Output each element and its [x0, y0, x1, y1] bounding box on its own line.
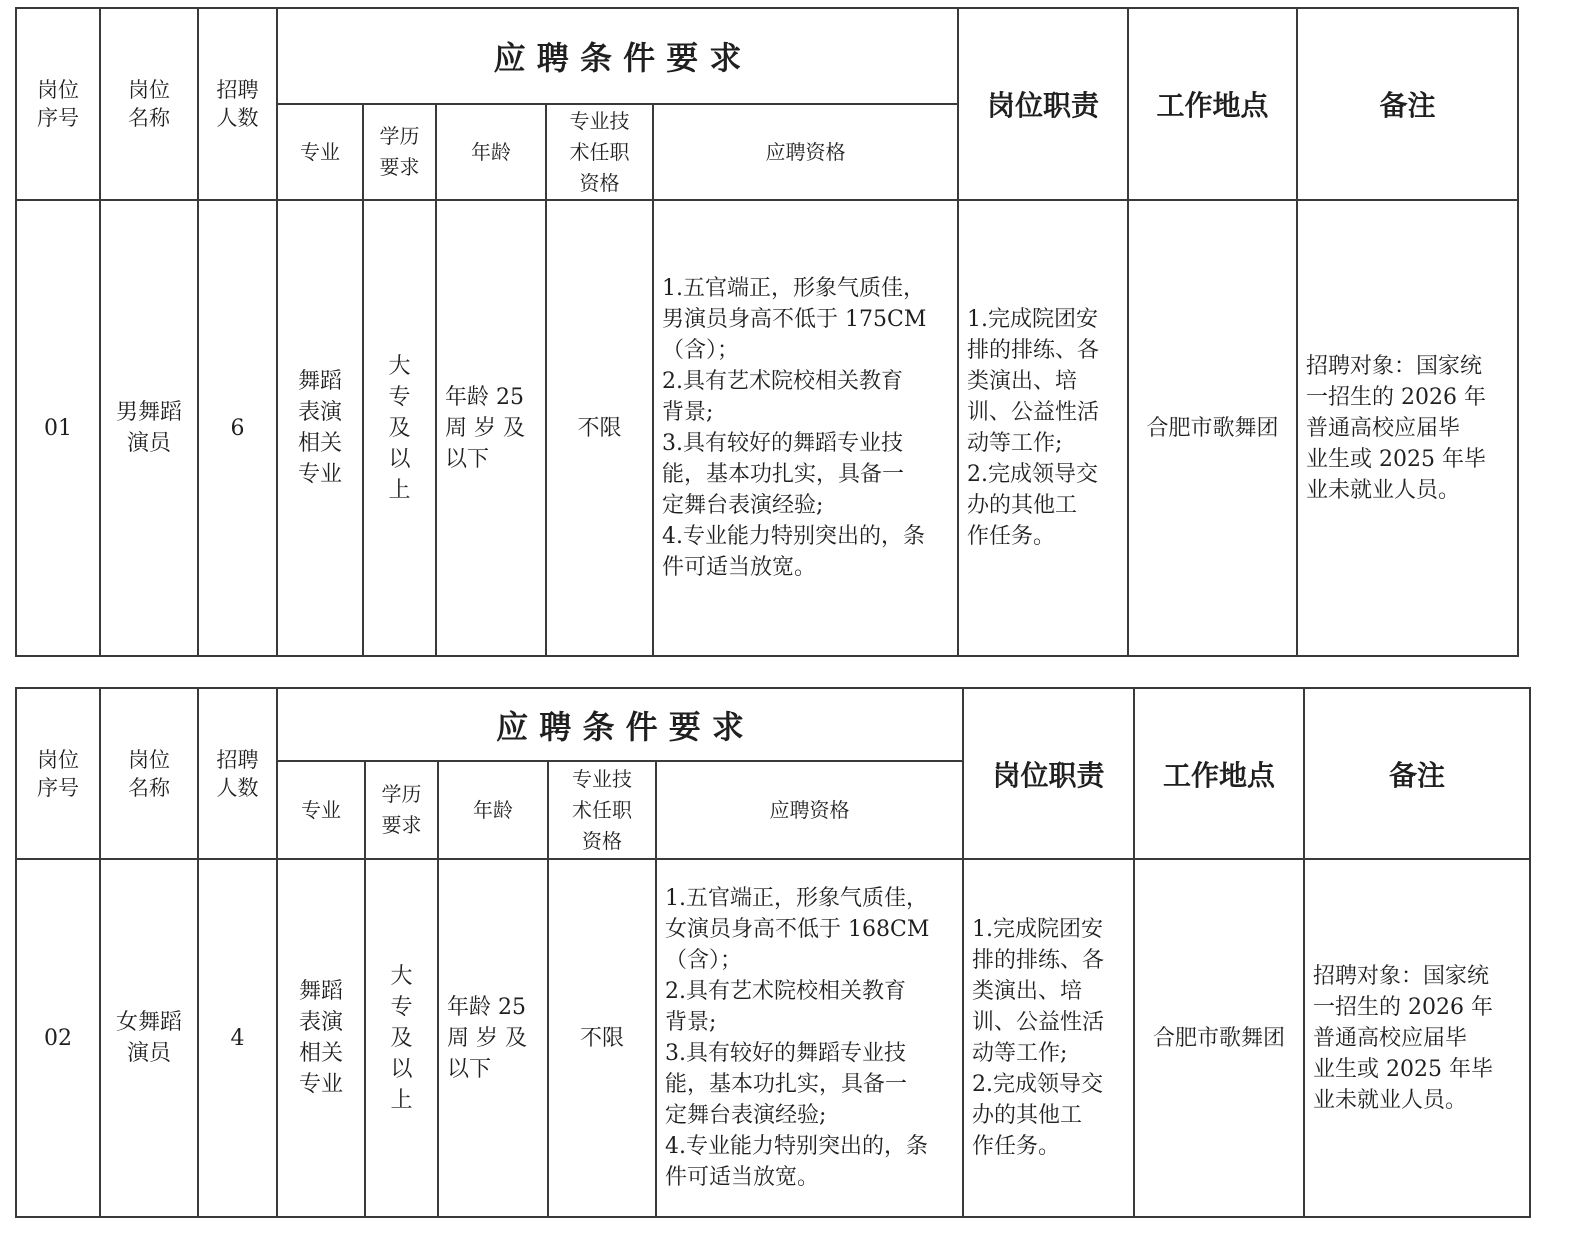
header-remarks: 备注: [1304, 688, 1530, 859]
header-education: 学历 要求: [365, 761, 438, 859]
header-title-req: 专业技 术任职 资格: [546, 104, 653, 200]
row-education: 大 专 及 以 上: [363, 200, 436, 656]
row-location: 合肥市歌舞团: [1128, 200, 1297, 656]
row-duties: 1.完成院团安 排的排练、各 类演出、培 训、公益性活 动等工作; 2.完成领导交 办的其他工 作任务。: [963, 859, 1134, 1217]
header-conditions: 应 聘 条 件 要 求: [277, 8, 958, 104]
row-name: 男舞蹈 演员: [100, 200, 198, 656]
header-duties: 岗位职责: [963, 688, 1134, 859]
table-row: [16, 859, 1530, 1217]
row-name: 女舞蹈 演员: [100, 859, 198, 1217]
row-qualifications: 1.五官端正，形象气质佳， 男演员身高不低于 175CM （含）； 2.具有艺术院校相关教育 背景; 3.具有较好的舞蹈专业技 能，基本功扎实，具备一 定舞台表演经验; 4.专业能力特别突出的，条 件可适当放宽。: [653, 200, 958, 656]
row-seq: 01: [16, 200, 100, 656]
row-remarks: 招聘对象：国家统 一招生的 2026 年 普通高校应届毕 业生或 2025 年毕 业未就业人员。: [1304, 859, 1530, 1217]
header-qualifications: 应聘资格: [653, 104, 958, 200]
row-location: 合肥市歌舞团: [1134, 859, 1304, 1217]
header-age: 年龄: [436, 104, 546, 200]
row-age: 年龄 25 周 岁 及 以下: [436, 200, 546, 656]
row-count: 4: [198, 859, 277, 1217]
header-duties: 岗位职责: [958, 8, 1128, 200]
header-age: 年龄: [438, 761, 548, 859]
header-seq: 岗位 序号: [16, 8, 100, 200]
header-count: 招聘 人数: [198, 688, 277, 859]
header-major: 专业: [277, 761, 365, 859]
row-education: 大 专 及 以 上: [365, 859, 438, 1217]
header-education: 学历 要求: [363, 104, 436, 200]
row-major: 舞蹈 表演 相关 专业: [277, 200, 363, 656]
header-count: 招聘 人数: [198, 8, 277, 200]
row-age: 年龄 25 周 岁 及 以下: [438, 859, 548, 1217]
header-location: 工作地点: [1134, 688, 1304, 859]
header-location: 工作地点: [1128, 8, 1297, 200]
row-major: 舞蹈 表演 相关 专业: [277, 859, 365, 1217]
row-qualifications: 1.五官端正，形象气质佳， 女演员身高不低于 168CM （含）； 2.具有艺术院校相关教育 背景; 3.具有较好的舞蹈专业技 能，基本功扎实，具备一 定舞台表演经验; 4.专业能力特别突出的，条 件可适当放宽。: [656, 859, 963, 1217]
table-row: [16, 200, 1518, 656]
row-title-req: 不限: [548, 859, 656, 1217]
row-count: 6: [198, 200, 277, 656]
row-seq: 02: [16, 859, 100, 1217]
row-duties: 1.完成院团安 排的排练、各 类演出、培 训、公益性活 动等工作; 2.完成领导交 办的其他工 作任务。: [958, 200, 1128, 656]
header-name: 岗位 名称: [100, 688, 198, 859]
header-title-req: 专业技 术任职 资格: [548, 761, 656, 859]
header-name: 岗位 名称: [100, 8, 198, 200]
job-table-2: [15, 687, 1531, 1218]
header-major: 专业: [277, 104, 363, 200]
row-title-req: 不限: [546, 200, 653, 656]
header-remarks: 备注: [1297, 8, 1518, 200]
header-qualifications: 应聘资格: [656, 761, 963, 859]
header-seq: 岗位 序号: [16, 688, 100, 859]
job-table-1: [15, 7, 1519, 657]
header-conditions: 应 聘 条 件 要 求: [277, 688, 963, 761]
row-remarks: 招聘对象：国家统 一招生的 2026 年 普通高校应届毕 业生或 2025 年毕 业未就业人员。: [1297, 200, 1518, 656]
